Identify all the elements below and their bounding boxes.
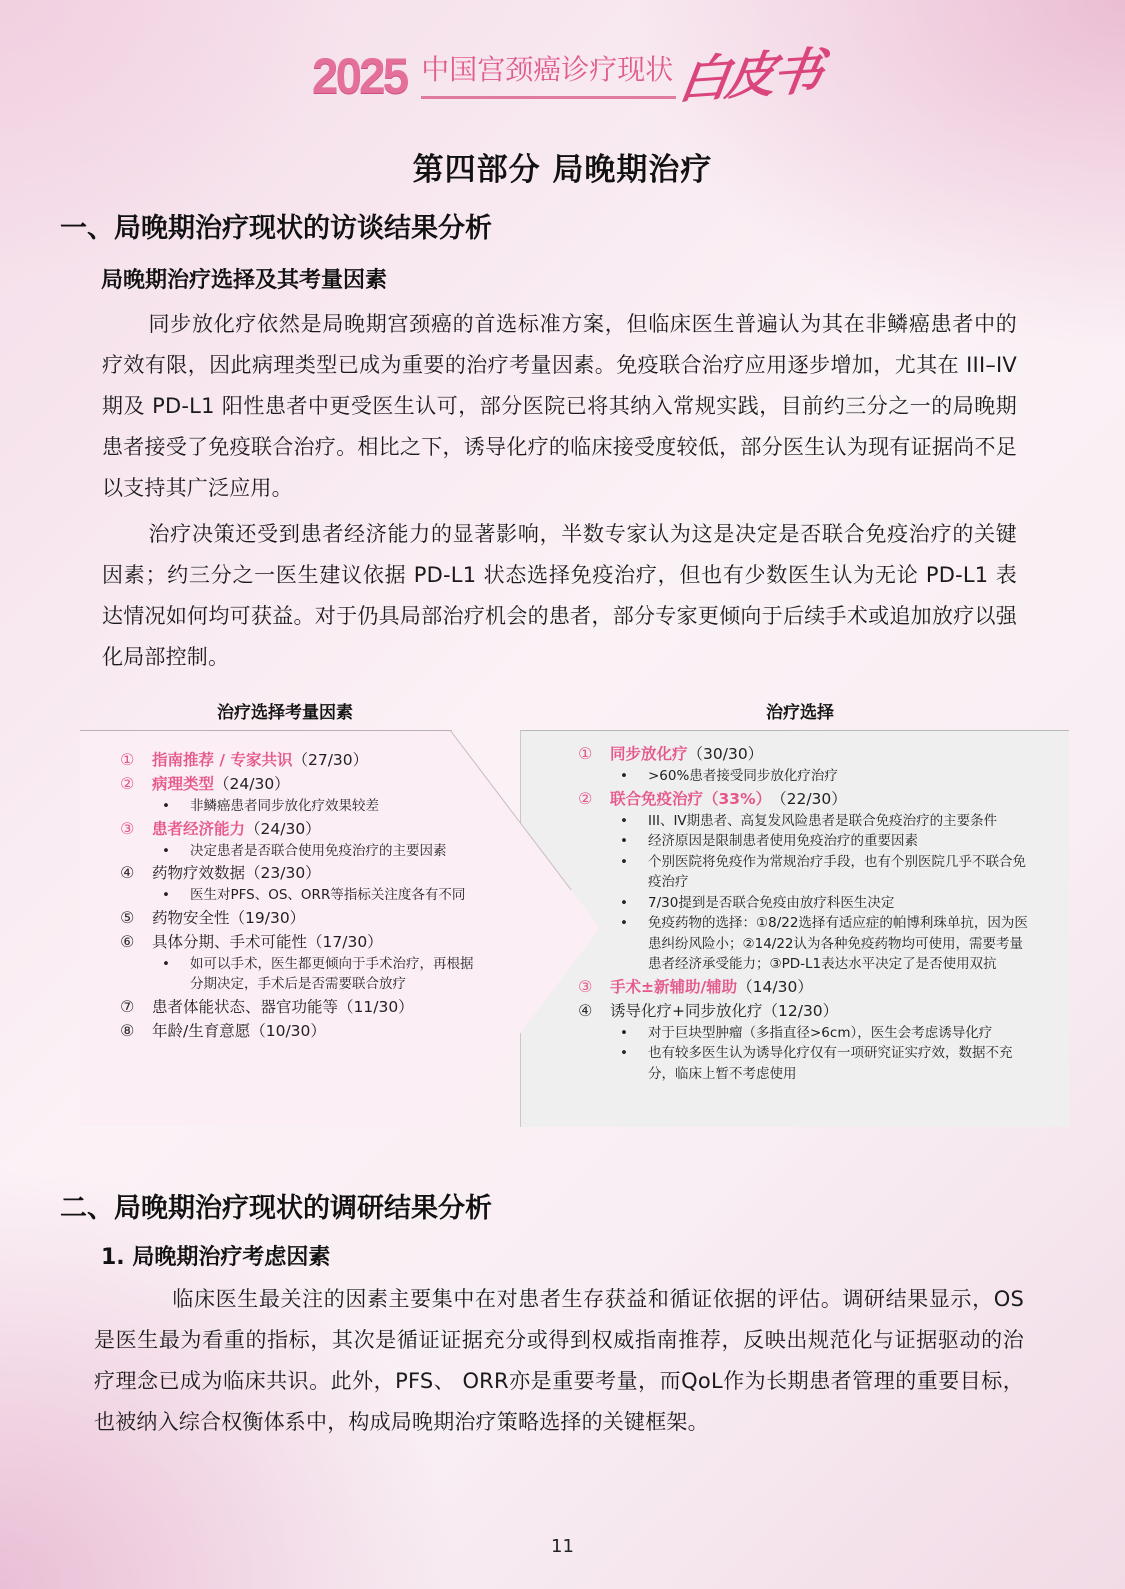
- item-count: （10/30）: [250, 1021, 326, 1040]
- sub-bullet-text: 7/30提到是否联合免疫由放疗科医生决定: [648, 894, 895, 911]
- list-item: [120, 772, 480, 796]
- item-count: （23/30）: [245, 864, 321, 882]
- list-item: [120, 930, 480, 954]
- item-number: ①: [120, 750, 135, 769]
- item-label: 患者经济能力: [152, 819, 246, 838]
- item-label: 病理类型: [152, 775, 215, 793]
- section2-heading: 二、局晚期治疗现状的调研结果分析: [60, 1193, 492, 1224]
- treatment-diagram: [80, 690, 1070, 1130]
- page-number: 11: [551, 1536, 574, 1557]
- list-item: [578, 999, 1028, 1023]
- item-number: ③: [578, 976, 593, 996]
- item-label: 手术±新辅助/辅助: [610, 977, 738, 996]
- list-item: [120, 748, 480, 772]
- item-count: （19/30）: [229, 908, 306, 927]
- header-year: 2025: [312, 48, 407, 104]
- sub-bullet: [578, 852, 1028, 893]
- sub-bullet: [120, 885, 480, 906]
- bullet-icon: •: [620, 833, 628, 849]
- item-number: ⑥: [120, 931, 135, 951]
- sub-bullet-text: 也有较多医生认为诱导化疗仅有一项研究证实疗效，数据不充分，临床上暂不考虑使用: [648, 1045, 1013, 1082]
- bullet-icon: •: [620, 768, 628, 784]
- bullet-icon: •: [162, 887, 170, 903]
- consideration-factors-list: [120, 748, 480, 1043]
- sub-bullet: [578, 1023, 1028, 1044]
- sub-bullet: [120, 841, 480, 862]
- item-count: （24/30）: [214, 775, 290, 793]
- item-label: 药物安全性: [152, 908, 230, 927]
- sub-bullet-text: 医生对PFS、OS、ORR等指标关注度各有不同: [190, 887, 466, 903]
- sub-bullet-text: 个别医院将免疫作为常规治疗手段，也有个别医院几乎不联合免疫治疗: [648, 853, 1026, 890]
- section1-paragraph-2: 治疗决策还受到患者经济能力的显著影响，半数专家认为这是决定是否联合免疫治疗的关键因素；约三分之一医生建议依据 PD-L1 状态选择免疫治疗，但也有少数医生认为无论 PD-L1 表达情况如何均可获益。对于仍具局部治疗机会的患者，部分专家更倾向于后续手术或追加放疗以强化局部控制。: [102, 522, 1017, 669]
- list-item: [578, 975, 1028, 999]
- sub-bullet-text: >60%患者接受同步放化疗治疗: [648, 768, 838, 784]
- header-brush-title: 白皮书: [675, 41, 824, 110]
- bullet-icon: •: [620, 1024, 628, 1041]
- item-label: 药物疗效数据: [152, 864, 246, 882]
- sub-bullet: [578, 1043, 1028, 1084]
- sub-bullet-text: 决定患者是否联合使用免疫治疗的主要因素: [190, 842, 447, 859]
- section2-paragraph: 临床医生最关注的因素主要集中在对患者生存获益和循证依据的评估。调研结果显示，OS是医生最为看重的指标，其次是循证证据充分或得到权威指南推荐，反映出规范化与证据驱动的治疗理念已成为临床共识。此外，PFS、 ORR亦是重要考量，而QoL作为长期患者管理的重要目标，也被纳入综合权衡体系中，构成局晚期治疗策略选择的关键框架。: [94, 1287, 1024, 1434]
- bullet-icon: •: [620, 1045, 628, 1061]
- header-title: 中国宫颈癌诊疗现状: [421, 53, 674, 86]
- item-number: ④: [120, 863, 135, 882]
- sub-bullet: [578, 811, 1028, 832]
- report-header: [312, 41, 824, 114]
- item-number: ⑤: [120, 907, 135, 927]
- item-count: （14/30）: [737, 977, 813, 996]
- sub-bullet: [578, 766, 1028, 787]
- bullet-icon: •: [620, 894, 628, 911]
- item-number: ④: [578, 1000, 593, 1020]
- list-item: [120, 906, 480, 930]
- sub-bullet-text: 如可以手术，医生都更倾向于手术治疗，再根据分期决定，手术后是否需要联合放疗: [190, 955, 474, 992]
- item-count: （30/30）: [687, 745, 764, 763]
- item-label: 患者体能状态、器官功能等: [152, 997, 339, 1016]
- item-count: （17/30）: [307, 932, 383, 951]
- treatment-choice-list: [578, 742, 1028, 1084]
- bullet-icon: •: [162, 955, 170, 972]
- item-number: ①: [578, 744, 593, 763]
- item-number: ②: [120, 774, 135, 793]
- bullet-icon: •: [620, 853, 628, 870]
- panel-top-border: [80, 730, 452, 731]
- sub-bullet-text: III、IV期患者、高复发风险患者是联合免疫治疗的主要条件: [648, 812, 998, 829]
- list-item: [120, 817, 480, 841]
- item-label: 具体分期、手术可能性: [152, 932, 308, 951]
- item-label: 同步放化疗: [610, 745, 688, 763]
- left-column-title: 治疗选择考量因素: [217, 703, 353, 723]
- bullet-icon: •: [620, 812, 628, 829]
- list-item: [120, 995, 480, 1019]
- item-number: ⑦: [120, 996, 135, 1016]
- item-label: 指南推荐 / 专家共识: [152, 751, 293, 769]
- item-label: 年龄/生育意愿: [152, 1021, 251, 1040]
- item-count: （22/30）: [771, 789, 847, 808]
- sub-bullet: [578, 893, 1028, 914]
- bullet-icon: •: [162, 842, 170, 859]
- item-number: ③: [120, 818, 135, 838]
- sub-bullet: [120, 954, 480, 995]
- list-item: [120, 1019, 480, 1043]
- header-underline: [421, 96, 676, 99]
- bullet-icon: •: [620, 915, 628, 931]
- sub-bullet-text: 免疫药物的选择：①8/22选择有适应症的帕博利珠单抗，因为医患纠纷风险小；②14/22认为各种免疫药物均可使用，需要考量患者经济承受能力；③PD-L1表达水平决定了是否使用双抗: [648, 915, 1028, 972]
- list-item: [578, 787, 1028, 811]
- sub-bullet: [578, 831, 1028, 852]
- item-count: （24/30）: [245, 819, 321, 838]
- item-label: 诱导化疗+同步放化疗: [610, 1001, 763, 1020]
- section1-subheading: 局晚期治疗选择及其考量因素: [101, 268, 388, 293]
- section1-heading: 一、局晚期治疗现状的访谈结果分析: [60, 213, 492, 244]
- item-number: ②: [578, 788, 593, 808]
- sub-bullet: [578, 913, 1028, 975]
- right-column-title: 治疗选择: [766, 703, 834, 723]
- sub-bullet-text: 对于巨块型肿瘤（多指直径>6cm），医生会考虑诱导化疗: [648, 1024, 993, 1041]
- list-item: [578, 742, 1028, 766]
- section2-subheading: 1. 局晚期治疗考虑因素: [101, 1245, 331, 1270]
- sub-bullet-text: 经济原因是限制患者使用免疫治疗的重要因素: [648, 833, 918, 849]
- item-count: （27/30）: [292, 751, 369, 769]
- bullet-icon: •: [162, 798, 170, 814]
- sub-bullet: [120, 796, 480, 817]
- list-item: [120, 861, 480, 885]
- item-label: 联合免疫治疗（33%）: [610, 789, 772, 808]
- item-number: ⑧: [120, 1020, 135, 1040]
- item-count: （11/30）: [338, 997, 414, 1016]
- section1-paragraph-1: 同步放化疗依然是局晚期宫颈癌的首选标准方案，但临床医生普遍认为其在非鳞癌患者中的疗效有限，因此病理类型已成为重要的治疗考量因素。免疫联合治疗应用逐步增加，尤其在 III–IV 期及 PD-L1 阳性患者中更受医生认可，部分医院已将其纳入常规实践，目前约三分之一的局晚期患者接受了免疫联合治疗。相比之下，诱导化疗的临床接受度较低，部分医生认为现有证据尚不足以支持其广泛应用。: [102, 312, 1017, 500]
- item-count: （12/30）: [762, 1001, 839, 1020]
- part-title: 第四部分 局晚期治疗: [412, 152, 713, 188]
- sub-bullet-text: 非鳞癌患者同步放化疗效果较差: [190, 798, 379, 814]
